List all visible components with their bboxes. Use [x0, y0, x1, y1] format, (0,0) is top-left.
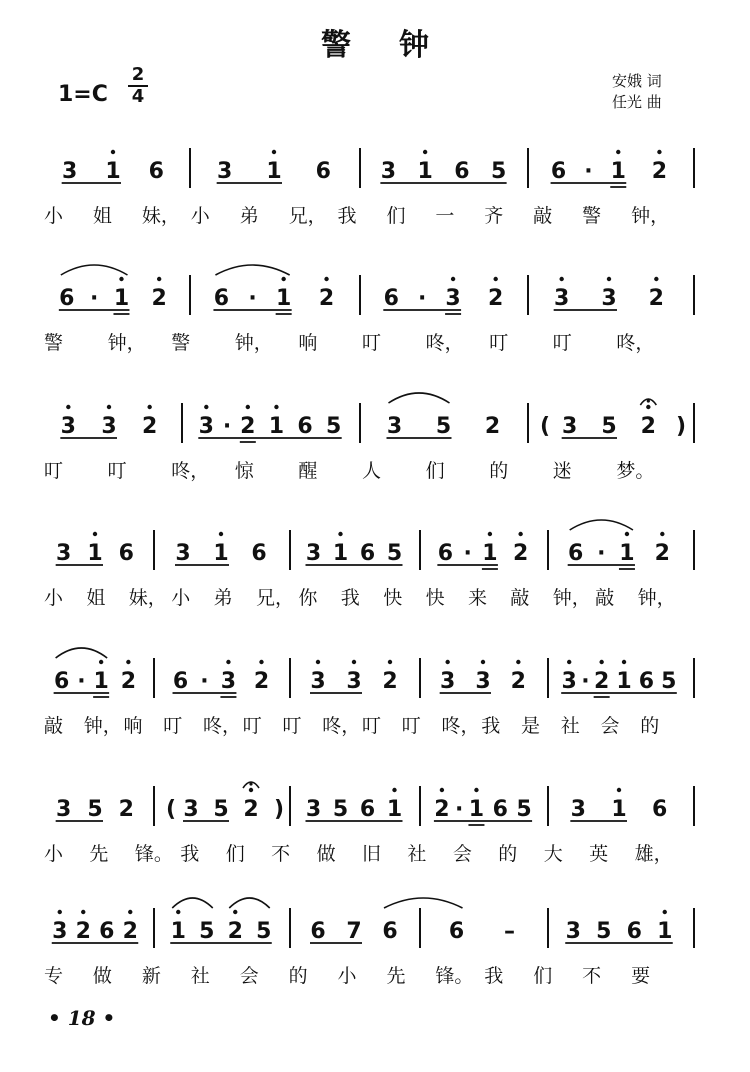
note: 6 [251, 541, 267, 566]
note: 6 [59, 286, 75, 311]
note: 3 [62, 159, 78, 184]
lyric-syllable: 会 [452, 843, 472, 865]
lyric-syllable: 快 [383, 587, 403, 609]
tie-slur [56, 648, 108, 658]
note: 2 [382, 669, 398, 694]
lyric-syllable: 小 [44, 587, 64, 609]
lyric-syllable: 旧 [362, 843, 382, 865]
paren-close: ) [274, 797, 285, 822]
lyric-syllable: 醒 [298, 460, 318, 482]
high-octave-dot [99, 660, 103, 664]
note: 3 [380, 159, 397, 184]
augmentation-dot: · [581, 669, 590, 694]
note: 3 [440, 669, 456, 694]
note: 5 [490, 159, 507, 184]
augmentation-dot: · [463, 541, 472, 566]
note: 2 [227, 919, 243, 944]
note: 3 [565, 919, 581, 944]
paren-open: ( [166, 797, 177, 822]
high-octave-dot [107, 405, 111, 409]
lyric-syllable: 叮 [282, 715, 302, 737]
high-octave-dot [233, 910, 237, 914]
lyric-syllable: 叮 [362, 715, 382, 737]
lyric-syllable: 你 [298, 587, 318, 609]
note: 5 [87, 797, 103, 822]
note: 2 [434, 797, 450, 822]
note: 1 [482, 541, 498, 566]
lyric-syllable: 社 [560, 715, 580, 737]
page-number: • 18 • [48, 1006, 116, 1030]
lyric-syllable: 会 [600, 715, 620, 737]
note: 5 [596, 919, 612, 944]
note: 3 [305, 797, 322, 822]
time-signature-top: 2 [131, 64, 145, 85]
lyric-syllable: 钟， [637, 587, 676, 609]
lyric-syllable: 惊 [234, 460, 254, 482]
high-octave-dot [625, 532, 629, 536]
note: 7 [346, 919, 362, 944]
note: 2 [151, 286, 167, 311]
lyric-syllable: 不 [271, 843, 291, 865]
augmentation-dot: · [200, 669, 209, 694]
lyric-syllable: 弟 [239, 205, 259, 227]
lyric-syllable: 专 [44, 965, 64, 987]
note: 6 [382, 919, 398, 944]
high-octave-dot [654, 277, 658, 281]
note: 2 [142, 414, 158, 439]
lyric-syllable: 我 [337, 205, 357, 227]
note: 3 [601, 286, 617, 311]
note: 1 [619, 541, 635, 566]
augmentation-dot: · [248, 286, 257, 311]
tie-slur [384, 898, 463, 908]
lyric-syllable: 小 [44, 843, 64, 865]
paren-close: ) [676, 414, 687, 439]
note: 3 [175, 541, 191, 566]
note: 6 [383, 286, 399, 311]
note: 2 [640, 414, 656, 439]
note: 3 [56, 797, 72, 822]
note: 3 [346, 669, 362, 694]
note: 6 [638, 669, 655, 694]
lyric-syllable: 新 [141, 965, 161, 987]
note: 6 [118, 541, 134, 566]
note: 5 [213, 797, 229, 822]
note: 2 [75, 919, 91, 944]
high-octave-dot [352, 660, 356, 664]
fermata-dot [647, 399, 650, 402]
lyric-syllable: 做 [92, 965, 112, 987]
dash-note: – [504, 919, 515, 944]
lyric-syllable: 来 [468, 587, 488, 609]
lyric-syllable: 我 [481, 715, 501, 737]
note: 1 [610, 159, 626, 184]
lyric-syllable: 叮 [489, 332, 509, 354]
high-octave-dot [493, 277, 497, 281]
high-octave-dot [567, 660, 571, 664]
note: 6 [172, 669, 189, 694]
lyric-syllable: 咚， [203, 715, 242, 737]
high-octave-dot [518, 532, 522, 536]
lyric-syllable: 警 [582, 205, 602, 227]
high-octave-dot [388, 660, 392, 664]
lyric-syllable: 的 [489, 460, 509, 482]
note: 6 [454, 159, 470, 184]
lyric-syllable: 敲 [595, 587, 615, 609]
note: 3 [198, 414, 214, 439]
note: 5 [661, 669, 677, 694]
lyric-syllable: 叮 [44, 460, 64, 482]
high-octave-dot [246, 405, 250, 409]
lyric-syllable: 一 [435, 205, 455, 227]
tie-slur [389, 393, 450, 403]
note: 2 [593, 669, 610, 694]
high-octave-dot [657, 150, 661, 154]
key-signature: 1=C [58, 82, 108, 107]
lyric-syllable: 我 [340, 587, 360, 609]
note: 6 [550, 159, 567, 184]
augmentation-dot: · [77, 669, 86, 694]
lyric-syllable: 梦。 [616, 460, 655, 482]
note: 6 [359, 797, 376, 822]
note: 2 [488, 286, 504, 311]
augmentation-dot: · [597, 541, 606, 566]
note: 6 [297, 414, 313, 439]
high-octave-dot [617, 788, 621, 792]
paren-open: ( [540, 414, 551, 439]
augmentation-dot: · [222, 414, 232, 439]
lyric-syllable: 要 [631, 965, 651, 987]
lyric-syllable: 我 [484, 965, 504, 987]
note: 2 [512, 541, 529, 566]
high-octave-dot [58, 910, 62, 914]
lyric-syllable: 咚， [425, 332, 464, 354]
high-octave-dot [249, 788, 253, 792]
high-octave-dot [474, 788, 478, 792]
note: 2 [120, 669, 137, 694]
lyric-syllable: 社 [190, 965, 210, 987]
note: 1 [213, 541, 229, 566]
lyric-syllable: 咚， [616, 332, 655, 354]
lyric-syllable: 英 [589, 843, 609, 865]
note: 2 [510, 669, 526, 694]
high-octave-dot [488, 532, 492, 536]
lyric-syllable: 响 [123, 715, 143, 737]
lyric-syllable: 大 [543, 843, 563, 865]
high-octave-dot [204, 405, 208, 409]
lyric-syllable: 们 [386, 205, 406, 227]
lyric-syllable: 叮 [401, 715, 421, 737]
note: 2 [318, 286, 335, 311]
note: 5 [386, 541, 403, 566]
high-octave-dot [281, 277, 285, 281]
lyric-syllable: 人 [362, 460, 382, 482]
augmentation-dot: · [89, 286, 99, 311]
tie-slur [570, 520, 633, 530]
lyric-syllable: 先 [386, 965, 406, 987]
high-octave-dot [392, 788, 396, 792]
note: 6 [492, 797, 508, 822]
high-octave-dot [176, 910, 180, 914]
note: 6 [213, 286, 230, 311]
augmentation-dot: · [418, 286, 427, 311]
time-signature-bottom: 4 [131, 86, 145, 107]
note: 2 [240, 414, 256, 439]
high-octave-dot [646, 405, 650, 409]
lyric-syllable: 钟， [552, 587, 591, 609]
high-octave-dot [93, 532, 97, 536]
note: 2 [118, 797, 134, 822]
lyric-syllable: 敲 [533, 205, 553, 227]
lyric-syllable: 我 [180, 843, 200, 865]
note: 6 [148, 159, 164, 184]
high-octave-dot [451, 277, 455, 281]
high-octave-dot [607, 277, 611, 281]
note: 3 [386, 414, 403, 439]
high-octave-dot [119, 277, 123, 281]
lyric-syllable: 雄， [634, 843, 673, 865]
lyric-syllable: 叮 [163, 715, 183, 737]
lyric-syllable: 敲 [44, 715, 64, 737]
note: 6 [652, 797, 668, 822]
note: 3 [220, 669, 237, 694]
note: 6 [99, 919, 115, 944]
high-octave-dot [616, 150, 620, 154]
high-octave-dot [423, 150, 427, 154]
lyric-syllable: 敲 [510, 587, 530, 609]
note: 5 [435, 414, 452, 439]
note: 1 [417, 159, 433, 184]
lyric-syllable: 叮 [242, 715, 262, 737]
high-octave-dot [219, 532, 223, 536]
lyric-syllable: 社 [407, 843, 427, 865]
augmentation-dot: · [455, 797, 464, 822]
lyric-syllable: 做 [316, 843, 336, 865]
lyric-syllable: 叮 [552, 332, 572, 354]
note: 1 [386, 797, 403, 822]
note: 3 [445, 286, 461, 311]
lyric-syllable: 锋。 [435, 965, 474, 987]
note: 3 [60, 414, 76, 439]
note: 3 [183, 797, 199, 822]
lyric-syllable: 是 [521, 715, 541, 737]
note: 1 [275, 286, 292, 311]
note: 6 [310, 919, 326, 944]
note: 1 [105, 159, 121, 184]
tie-slur [61, 265, 128, 275]
lyric-syllable: 们 [533, 965, 553, 987]
lyric-syllable: 齐 [484, 205, 504, 227]
fermata-dot [249, 782, 252, 785]
note: 3 [217, 159, 233, 184]
lyric-syllable: 警 [171, 332, 191, 354]
lyric-syllable: 兄， [256, 587, 295, 609]
lyric-syllable: 小 [190, 205, 210, 227]
note: 2 [253, 669, 270, 694]
note: 6 [448, 919, 465, 944]
high-octave-dot [660, 532, 664, 536]
high-octave-dot [126, 660, 130, 664]
lyric-syllable: 警 [44, 332, 64, 354]
note: 6 [437, 541, 454, 566]
lyric-syllable: 弟 [213, 587, 233, 609]
high-octave-dot [81, 910, 85, 914]
lyric-syllable: 会 [239, 965, 259, 987]
note: 2 [651, 159, 668, 184]
note: 5 [332, 797, 349, 822]
note: 3 [475, 669, 491, 694]
note: 2 [243, 797, 259, 822]
tie-slur [229, 898, 270, 908]
note: 5 [326, 414, 342, 439]
lyric-syllable: 妹， [141, 205, 180, 227]
lyric-syllable: 叮 [107, 460, 127, 482]
lyric-syllable: 先 [89, 843, 109, 865]
high-octave-dot [128, 910, 132, 914]
lyric-syllable: 们 [425, 460, 445, 482]
note: 5 [199, 919, 215, 944]
augmentation-dot: · [584, 159, 593, 184]
note: 3 [554, 286, 570, 311]
tie-slur [215, 265, 289, 275]
lyric-syllable: 迷 [552, 460, 572, 482]
lyric-syllable: 小 [171, 587, 191, 609]
high-octave-dot [445, 660, 449, 664]
note: 1 [611, 797, 627, 822]
note: 1 [268, 414, 285, 439]
high-octave-dot [599, 660, 603, 664]
lyric-syllable: 妹， [128, 587, 167, 609]
note: 1 [93, 669, 109, 694]
note: 1 [468, 797, 485, 822]
lyric-syllable: 钟， [107, 332, 146, 354]
note: 1 [616, 669, 632, 694]
high-octave-dot [516, 660, 520, 664]
high-octave-dot [66, 405, 70, 409]
note: 5 [601, 414, 617, 439]
high-octave-dot [226, 660, 230, 664]
high-octave-dot [316, 660, 320, 664]
lyric-syllable: 的 [640, 715, 660, 737]
lyric-syllable: 钟， [234, 332, 273, 354]
lyric-syllable: 锋。 [134, 843, 173, 865]
lyricist-credit: 安娥 词 [612, 72, 662, 90]
tie-slur [172, 898, 213, 908]
note: 6 [626, 919, 642, 944]
note: 1 [113, 286, 130, 311]
note: 2 [484, 414, 501, 439]
lyric-syllable: 不 [582, 965, 602, 987]
lyric-syllable: 钟， [631, 205, 670, 227]
high-octave-dot [157, 277, 161, 281]
lyric-syllable: 咚， [441, 715, 480, 737]
lyric-syllable: 小 [44, 205, 64, 227]
note: 6 [359, 541, 376, 566]
lyric-syllable: 姐 [92, 205, 112, 227]
high-octave-dot [622, 660, 626, 664]
high-octave-dot [274, 405, 278, 409]
note: 2 [122, 919, 138, 944]
note: 1 [170, 919, 186, 944]
high-octave-dot [559, 277, 563, 281]
lyric-syllable: 快 [425, 587, 445, 609]
note: 1 [657, 919, 673, 944]
high-octave-dot [481, 660, 485, 664]
lyric-syllable: 姐 [86, 587, 106, 609]
note: 6 [53, 669, 70, 694]
lyric-syllable: 响 [298, 332, 318, 354]
lyric-syllable: 们 [225, 843, 245, 865]
composer-credit: 任光 曲 [612, 93, 662, 111]
note: 5 [256, 919, 272, 944]
song-title: 警钟 [321, 28, 477, 63]
high-octave-dot [440, 788, 444, 792]
high-octave-dot [338, 532, 342, 536]
high-octave-dot [259, 660, 263, 664]
note: 1 [266, 159, 282, 184]
lyric-syllable: 叮 [362, 332, 382, 354]
note: 3 [52, 919, 68, 944]
high-octave-dot [663, 910, 667, 914]
note: 1 [332, 541, 349, 566]
note: 3 [570, 797, 586, 822]
note: 3 [562, 414, 578, 439]
lyric-syllable: 的 [288, 965, 308, 987]
note: 3 [561, 669, 577, 694]
lyric-syllable: 的 [498, 843, 518, 865]
lyric-syllable: 咚， [322, 715, 361, 737]
note: 3 [56, 541, 72, 566]
note: 6 [315, 159, 331, 184]
note: 6 [568, 541, 584, 566]
note: 3 [101, 414, 117, 439]
note: 1 [87, 541, 103, 566]
note: 2 [648, 286, 664, 311]
high-octave-dot [324, 277, 328, 281]
high-octave-dot [147, 405, 151, 409]
note: 5 [516, 797, 532, 822]
lyric-syllable: 钟， [83, 715, 122, 737]
high-octave-dot [111, 150, 115, 154]
lyric-syllable: 咚， [171, 460, 210, 482]
note: 2 [654, 541, 670, 566]
note: 3 [310, 669, 326, 694]
lyric-syllable: 小 [337, 965, 357, 987]
high-octave-dot [272, 150, 276, 154]
note: 3 [305, 541, 322, 566]
lyric-syllable: 兄， [288, 205, 327, 227]
